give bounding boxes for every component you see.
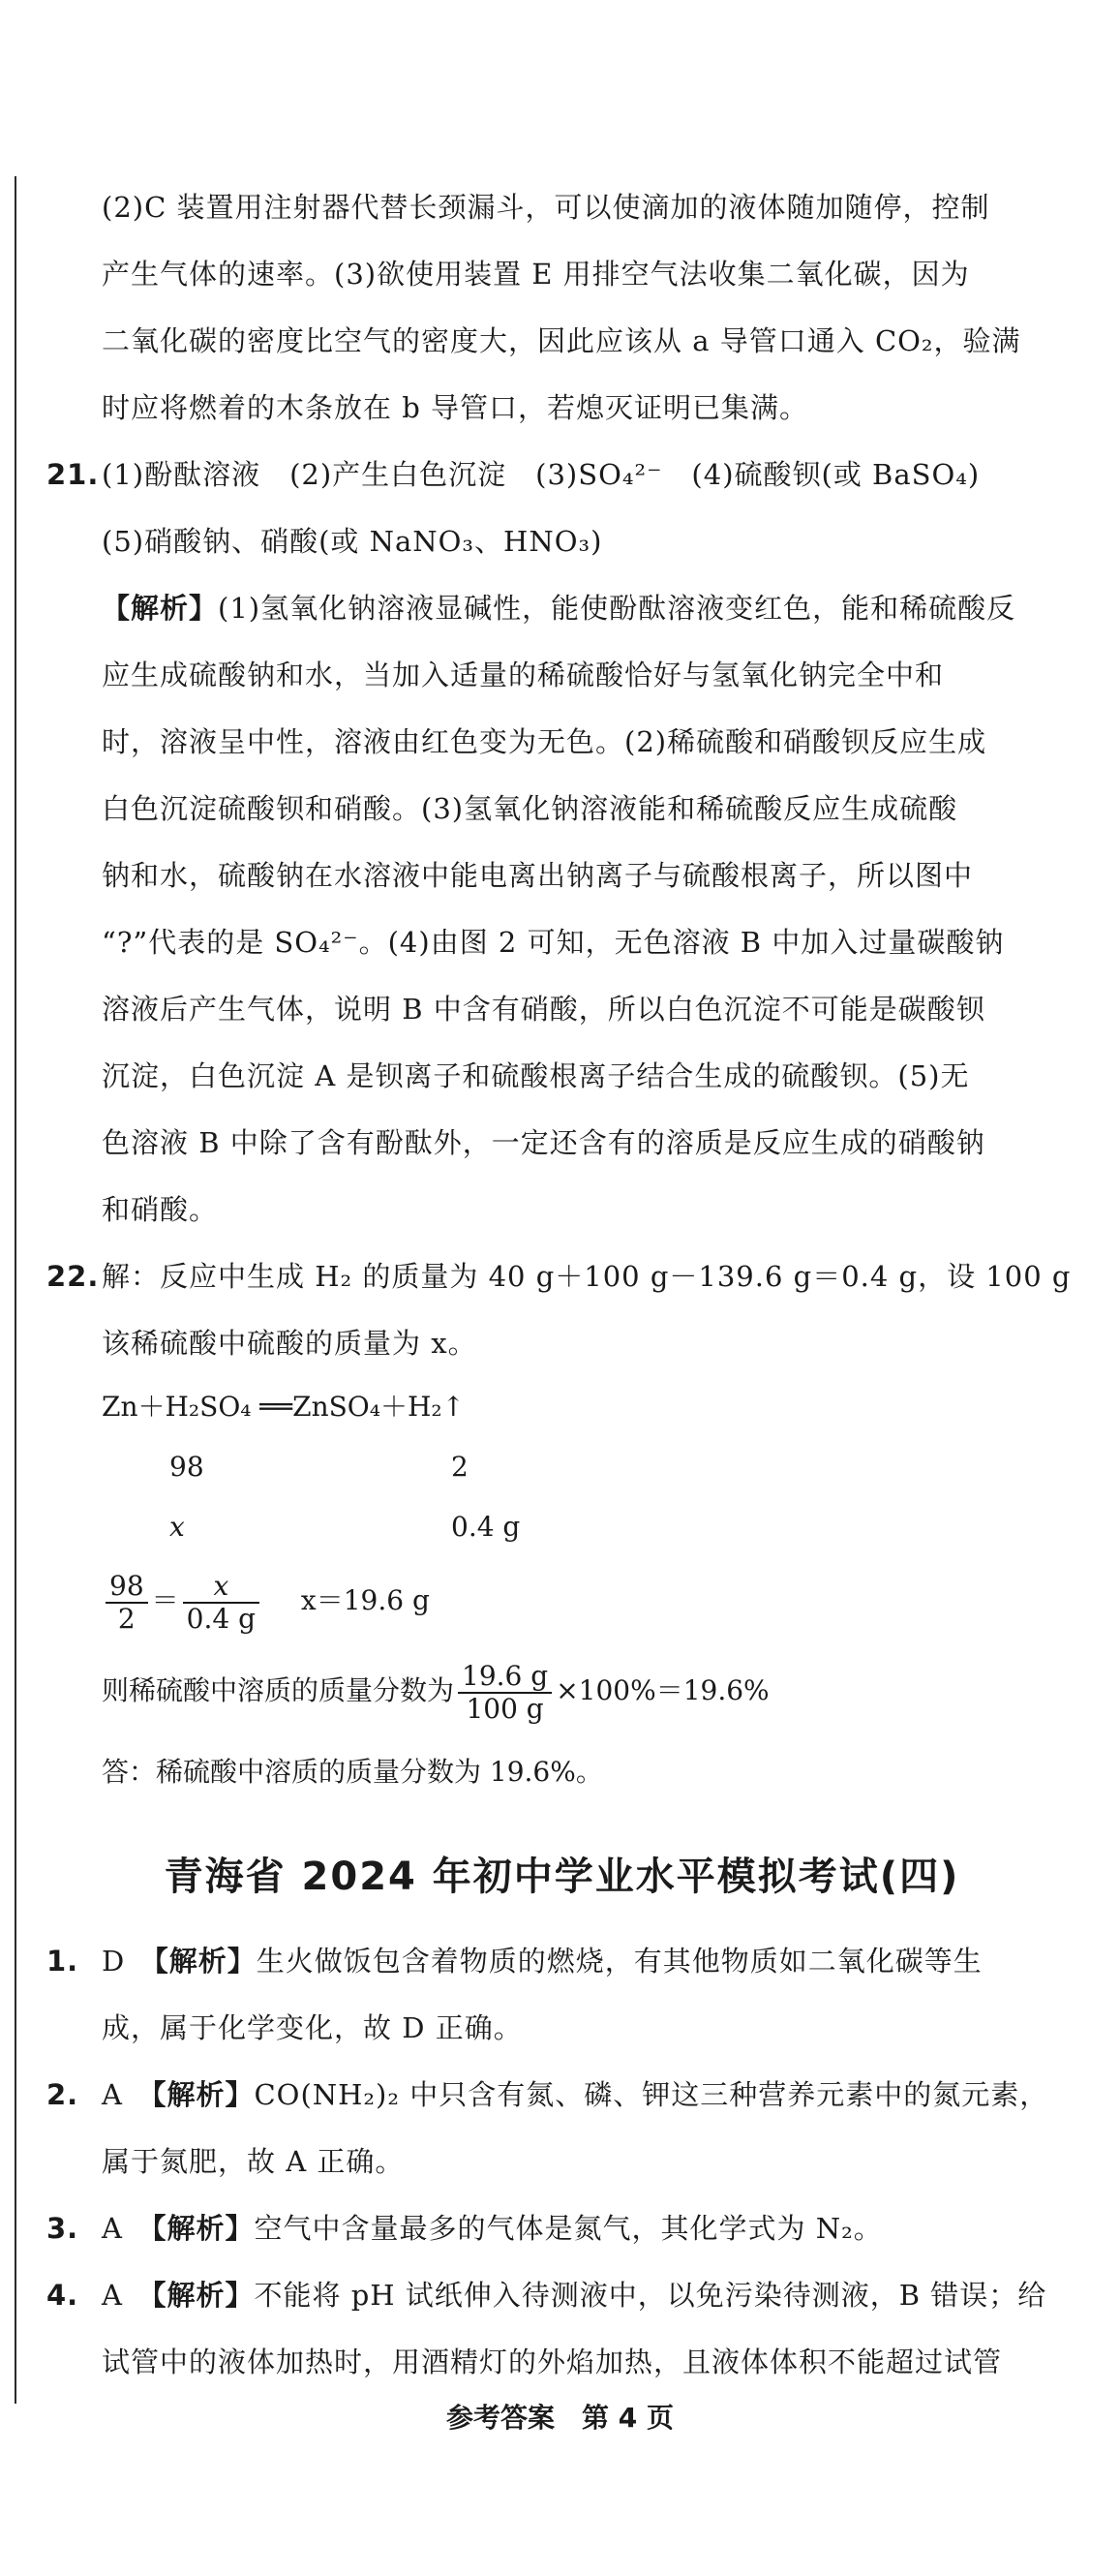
answer-content (46, 174, 1077, 2396)
analysis-tag: 【解析】 (151, 2212, 255, 2245)
question-22 (46, 1243, 1077, 1807)
final-answer: 答：稀硫酸中溶质的质量分数为 19.6%。 (102, 1756, 603, 1788)
denominator: 100 g (466, 1692, 544, 1725)
mass-left: 98 (169, 1451, 204, 1483)
analysis-line: 时，溶液呈中性，溶液由红色变为无色。(2)稀硫酸和硝酸钡反应生成 (102, 725, 987, 758)
analysis-text: (1)氢氧化钠溶液显碱性，能使酚酞溶液变红色，能和稀硫酸反 (218, 592, 1016, 625)
answer-text: (5)硝酸钠、硝酸(或 NaNO₃、HNO₃) (102, 525, 603, 558)
analysis-tag: 【解析】 (102, 592, 219, 625)
item-4 (46, 2262, 1077, 2396)
q21-answer-line (46, 442, 1077, 508)
unknown-left: x (169, 1511, 185, 1543)
analysis-line: 色溶液 B 中除了含有酚酞外，一定还含有的溶质是反应生成的硝酸钠 (102, 1126, 985, 1159)
chemical-equation: Zn＋H₂SO₄ ══ZnSO₄＋H₂↑ (102, 1391, 466, 1423)
mass-unknown-row (46, 1497, 1077, 1557)
item-line (46, 2195, 1077, 2262)
item-2 (46, 2062, 1077, 2195)
item-number: 2. (46, 2078, 79, 2111)
analysis-text: 属于氮肥，故 A 正确。 (102, 2145, 405, 2178)
analysis-tag: 【解析】 (151, 2078, 255, 2111)
analysis-line: 沉淀，白色沉淀 A 是钡离子和硫酸根离子结合生成的硫酸钡。(5)无 (102, 1059, 970, 1092)
page-footer: 参考答案 第 4 页 (446, 2402, 674, 2434)
fraction-prefix: 则稀硫酸中溶质的质量分数为 (102, 1674, 455, 1706)
item-choice: A (102, 2078, 123, 2111)
proportion-right (183, 1571, 259, 1635)
solution-text: 解：反应中生成 H₂ 的质量为 40 g＋100 g－139.6 g＝0.4 g，设 100 g (102, 1260, 1072, 1293)
analysis-line: 应生成硫酸钠和水，当加入适量的稀硫酸恰好与氢氧化钠完全中和 (102, 659, 945, 691)
left-margin-rule (15, 176, 16, 2404)
analysis-line: 溶液后产生气体，说明 B 中含有硝酸，所以白色沉淀不可能是碳酸钡 (102, 993, 985, 1026)
mass-fraction-row (46, 1644, 1077, 1737)
analysis-line: 白色沉淀硫酸钡和硝酸。(3)氢氧化钠溶液能和稀硫酸反应生成硫酸 (102, 792, 958, 825)
proportion-result: x＝19.6 g (300, 1584, 430, 1616)
item-line (46, 1928, 1077, 1995)
item-1 (46, 1928, 1077, 2062)
numerator: 98 (106, 1571, 148, 1604)
mass-right: 2 (451, 1451, 469, 1483)
fraction-suffix: ×100%＝19.6% (556, 1674, 770, 1706)
item-choice: A (102, 2212, 123, 2245)
q22-line (46, 1243, 1077, 1310)
answer-text: (1)酚酞溶液 (2)产生白色沉淀 (3)SO₄²⁻ (4)硫酸钡(或 BaSO₄) (102, 458, 981, 491)
text-line: 产生气体的速率。(3)欲使用装置 E 用排空气法收集二氧化碳，因为 (102, 258, 970, 291)
proportion-left (106, 1571, 148, 1635)
item-number: 1. (46, 1945, 79, 1978)
analysis-line (46, 575, 1077, 642)
analysis-tag: 【解析】 (151, 2279, 255, 2312)
item-number: 4. (46, 2279, 79, 2312)
analysis-line: “?”代表的是 SO₄²⁻。(4)由图 2 可知，无色溶液 B 中加入过量碳酸钠 (102, 926, 1005, 959)
item-choice: A (102, 2279, 123, 2312)
section-title: 青海省 2024 年初中学业水平模拟考试(四) (164, 1855, 960, 1899)
analysis-text: 成，属于化学变化，故 D 正确。 (102, 2011, 523, 2044)
solution-text: 该稀硫酸中硫酸的质量为 x。 (102, 1327, 477, 1360)
text-line: (2)C 装置用注射器代替长颈漏斗，可以使滴加的液体随加随停，控制 (102, 191, 990, 224)
item-choice: D (102, 1945, 126, 1978)
q20-continuation (46, 174, 1077, 442)
analysis-tag: 【解析】 (154, 1945, 257, 1978)
proportion-row (46, 1557, 1077, 1644)
analysis-text: 不能将 pH 试纸伸入待测液中，以免污染待测液，B 错误；给 (254, 2279, 1047, 2312)
denominator: 0.4 g (186, 1602, 257, 1635)
analysis-line: 钠和水，硫酸钠在水溶液中能电离出钠离子与硫酸根离子，所以图中 (102, 859, 974, 892)
analysis-line: 和硝酸。 (102, 1193, 219, 1226)
item-3 (46, 2195, 1077, 2262)
question-number: 22. (46, 1260, 100, 1293)
item-number: 3. (46, 2212, 79, 2245)
text-line: 时应将燃着的木条放在 b 导管口，若熄灭证明已集满。 (102, 391, 809, 424)
numerator: x (183, 1571, 259, 1604)
item-line (46, 2062, 1077, 2129)
numerator: 19.6 g (458, 1661, 552, 1694)
equals-sign: ＝ (151, 1584, 179, 1616)
unknown-right: 0.4 g (451, 1511, 521, 1543)
question-number: 21. (46, 458, 100, 491)
analysis-text: CO(NH₂)₂ 中只含有氮、磷、钾这三种营养元素中的氮元素， (254, 2078, 1049, 2111)
question-21 (46, 442, 1077, 1243)
text-line: 二氧化碳的密度比空气的密度大，因此应该从 a 导管口通入 CO₂，验满 (102, 324, 1021, 357)
denominator: 2 (117, 1602, 136, 1635)
analysis-text: 试管中的液体加热时，用酒精灯的外焰加热，且液体体积不能超过试管 (102, 2346, 1003, 2378)
item-line (46, 2262, 1077, 2329)
mass-fraction (458, 1661, 552, 1725)
analysis-text: 生火做饭包含着物质的燃烧，有其他物质如二氧化碳等生 (256, 1945, 983, 1978)
mass-ratio-row (46, 1437, 1077, 1497)
analysis-text: 空气中含量最多的气体是氮气，其化学式为 N₂。 (254, 2212, 883, 2245)
